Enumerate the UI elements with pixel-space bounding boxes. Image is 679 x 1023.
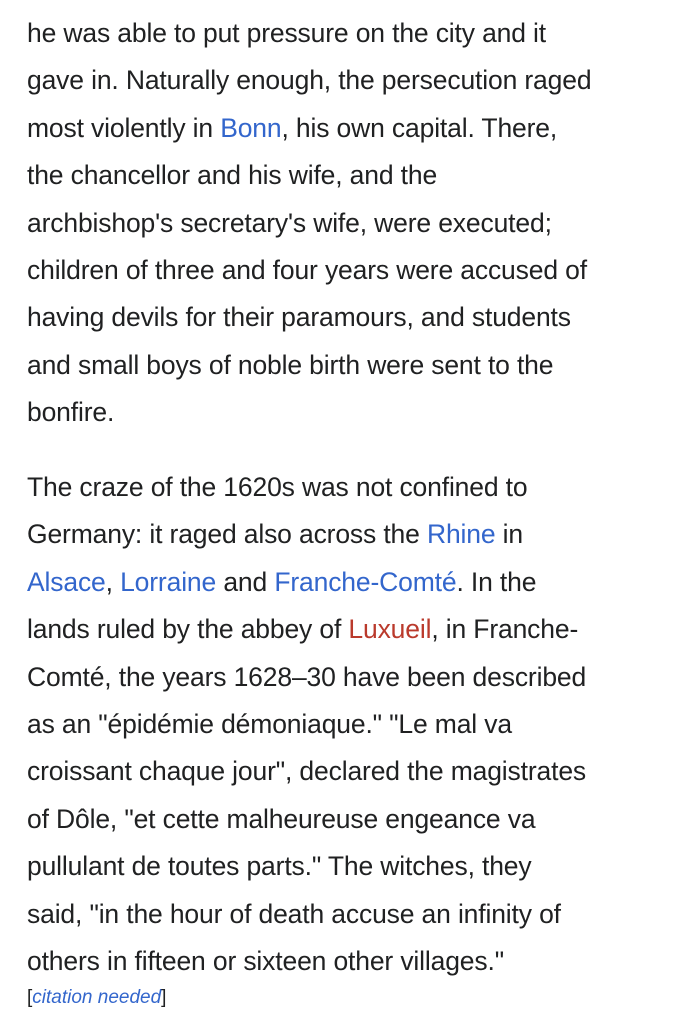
text-line: archbishop's secretary's wife, were executed; — [27, 207, 552, 238]
citation-needed — [27, 985, 166, 1011]
paragraph-craze-1620s — [27, 464, 586, 985]
citation-bracket-open: [ — [27, 987, 33, 1008]
text-line: he was able to put pressure on the city and it — [27, 18, 546, 48]
text-line: The craze of the 1620s was not confined to — [27, 472, 528, 502]
text-segment: most violently in — [27, 112, 221, 143]
text-line: others in fifteen or sixteen other villages." — [27, 946, 504, 977]
link-lorraine[interactable]: Lorraine — [120, 566, 217, 597]
text-line: children of three and four years were accused of — [27, 255, 587, 286]
text-line: of Dôle, "et cette malheureuse engeance va — [27, 803, 536, 834]
text-line: pullulant de toutes parts." The witches, they — [27, 851, 532, 882]
text-line — [27, 511, 586, 558]
citation-bracket-close: ] — [161, 987, 167, 1008]
text-line: bonfire. — [27, 397, 115, 428]
text-line: said, "in the hour of death accuse an infinity of — [27, 898, 561, 929]
link-rhine[interactable]: Rhine — [426, 519, 496, 550]
text-line: Comté, the years 1628–30 have been described — [27, 661, 587, 692]
paragraph-bonn-persecution — [27, 10, 591, 437]
text-segment: , his own capital. There, — [281, 112, 558, 143]
link-alsace[interactable]: Alsace — [27, 566, 106, 597]
text-segment: , — [105, 566, 121, 597]
link-franche-comte[interactable]: Franche-Comté — [274, 566, 457, 597]
text-line — [27, 606, 586, 653]
text-line: croissant chaque jour", declared the magistrates — [27, 756, 587, 787]
text-line: as an "épidémie démoniaque." "Le mal va — [27, 709, 512, 740]
text-line — [27, 559, 586, 606]
text-line: gave in. Naturally enough, the persecution raged — [27, 65, 592, 96]
text-segment: . In the — [456, 566, 537, 597]
text-segment: in — [495, 519, 523, 550]
link-luxueil[interactable]: Luxueil — [348, 614, 432, 645]
text-segment: and — [216, 566, 275, 597]
text-line: and small boys of noble birth were sent to the — [27, 349, 554, 380]
text-segment: lands ruled by the abbey of — [27, 614, 349, 645]
citation-needed-link[interactable]: citation needed — [32, 987, 162, 1008]
text-segment: , in Franche- — [431, 614, 579, 645]
text-line: having devils for their paramours, and students — [27, 302, 571, 333]
text-segment: Germany: it raged also across the — [27, 519, 427, 550]
text-line: the chancellor and his wife, and the — [27, 160, 438, 191]
text-line — [27, 105, 591, 152]
link-bonn[interactable]: Bonn — [220, 112, 282, 143]
